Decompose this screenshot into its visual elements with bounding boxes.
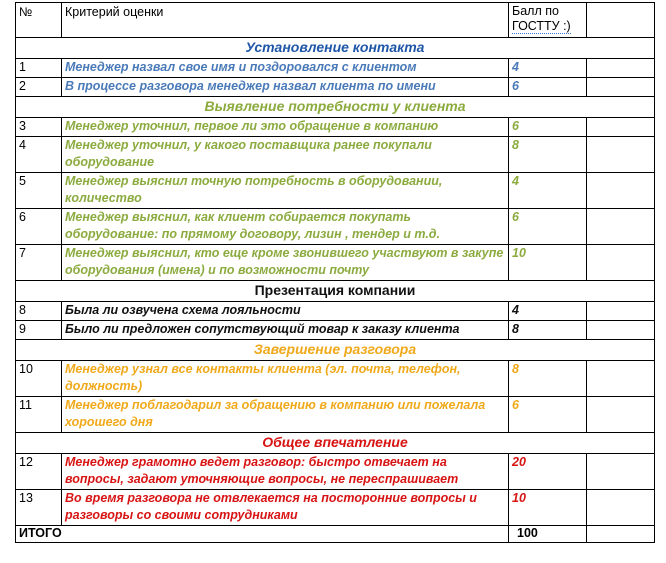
row-criterion: Менеджер уточнил, первое ли это обращение в компанию <box>62 118 509 137</box>
header-row <box>16 3 655 38</box>
row-number: 1 <box>16 59 62 78</box>
row-score: 8 <box>509 321 587 340</box>
header-empty-cell <box>587 3 655 38</box>
table-row <box>16 173 655 209</box>
header-num: № <box>16 3 62 38</box>
row-empty-cell <box>587 302 655 321</box>
row-number: 2 <box>16 78 62 97</box>
row-criterion: Менеджер поблагодарил за обращению в компанию или пожелала хорошего дня <box>62 397 509 433</box>
row-score: 8 <box>509 137 587 173</box>
table-row <box>16 321 655 340</box>
row-score: 6 <box>509 397 587 433</box>
row-empty-cell <box>587 397 655 433</box>
row-empty-cell <box>587 78 655 97</box>
header-criteria: Критерий оценки <box>62 3 509 38</box>
row-score: 6 <box>509 118 587 137</box>
total-empty-cell <box>587 526 655 543</box>
row-number: 3 <box>16 118 62 137</box>
section-presentation: Презентация компании <box>16 281 655 302</box>
section-impression: Общее впечатление <box>16 433 655 454</box>
row-number: 6 <box>16 209 62 245</box>
evaluation-table <box>15 2 655 543</box>
row-criterion: Менеджер назвал свое имя и поздоровался с клиентом <box>62 59 509 78</box>
row-empty-cell <box>587 361 655 397</box>
row-empty-cell <box>587 490 655 526</box>
table-row <box>16 137 655 173</box>
row-empty-cell <box>587 59 655 78</box>
row-number: 11 <box>16 397 62 433</box>
section-row <box>16 38 655 59</box>
header-score <box>509 3 587 38</box>
section-row <box>16 340 655 361</box>
total-label: ИТОГО <box>16 526 509 543</box>
row-criterion: В процессе разговора менеджер назвал клиента по имени <box>62 78 509 97</box>
table-row <box>16 245 655 281</box>
header-score-line2: ГОСТТУ :) <box>512 19 571 33</box>
row-empty-cell <box>587 118 655 137</box>
row-number: 12 <box>16 454 62 490</box>
row-score: 8 <box>509 361 587 397</box>
row-criterion: Менеджер выяснил, как клиент собирается покупать оборудование: по прямому договору, лизин , тендер и т.д. <box>62 209 509 245</box>
row-number: 8 <box>16 302 62 321</box>
section-contact: Установление контакта <box>16 38 655 59</box>
row-number: 10 <box>16 361 62 397</box>
row-criterion: Было ли предложен сопутствующий товар к заказу клиента <box>62 321 509 340</box>
total-score: 100 <box>509 526 587 543</box>
row-score: 20 <box>509 454 587 490</box>
row-number: 5 <box>16 173 62 209</box>
row-criterion: Во время разговора не отвлекается на посторонние вопросы и разговоры со своими сотрудниками <box>62 490 509 526</box>
table-row <box>16 118 655 137</box>
table-row <box>16 78 655 97</box>
row-criterion: Менеджер уточнил, у какого поставщика ранее покупали оборудование <box>62 137 509 173</box>
row-empty-cell <box>587 321 655 340</box>
row-empty-cell <box>587 454 655 490</box>
row-empty-cell <box>587 137 655 173</box>
row-score: 4 <box>509 302 587 321</box>
row-number: 4 <box>16 137 62 173</box>
section-row <box>16 281 655 302</box>
row-number: 7 <box>16 245 62 281</box>
table-row <box>16 361 655 397</box>
row-score: 6 <box>509 78 587 97</box>
row-criterion: Менеджер грамотно ведет разговор: быстро отвечает на вопросы, задают уточняющие вопросы, не переспрашивает <box>62 454 509 490</box>
row-number: 9 <box>16 321 62 340</box>
section-row <box>16 97 655 118</box>
table-row <box>16 302 655 321</box>
table-row <box>16 59 655 78</box>
row-criterion: Была ли озвучена схема лояльности <box>62 302 509 321</box>
section-row <box>16 433 655 454</box>
row-empty-cell <box>587 173 655 209</box>
row-score: 10 <box>509 245 587 281</box>
total-row <box>16 526 655 543</box>
row-score: 4 <box>509 59 587 78</box>
section-closing: Завершение разговора <box>16 340 655 361</box>
row-score: 6 <box>509 209 587 245</box>
row-criterion: Менеджер выяснил точную потребность в оборудовании, количество <box>62 173 509 209</box>
header-score-line1: Балл по <box>512 4 559 18</box>
row-score: 10 <box>509 490 587 526</box>
row-criterion: Менеджер выяснил, кто еще кроме звонившего участвуют в закупе оборудования (имена) и по возможности почту <box>62 245 509 281</box>
row-score: 4 <box>509 173 587 209</box>
table-row <box>16 454 655 490</box>
section-needs: Выявление потребности у клиента <box>16 97 655 118</box>
row-number: 13 <box>16 490 62 526</box>
row-empty-cell <box>587 245 655 281</box>
row-criterion: Менеджер узнал все контакты клиента (эл. почта, телефон, должность) <box>62 361 509 397</box>
table-row <box>16 490 655 526</box>
table-row <box>16 397 655 433</box>
row-empty-cell <box>587 209 655 245</box>
table-row <box>16 209 655 245</box>
